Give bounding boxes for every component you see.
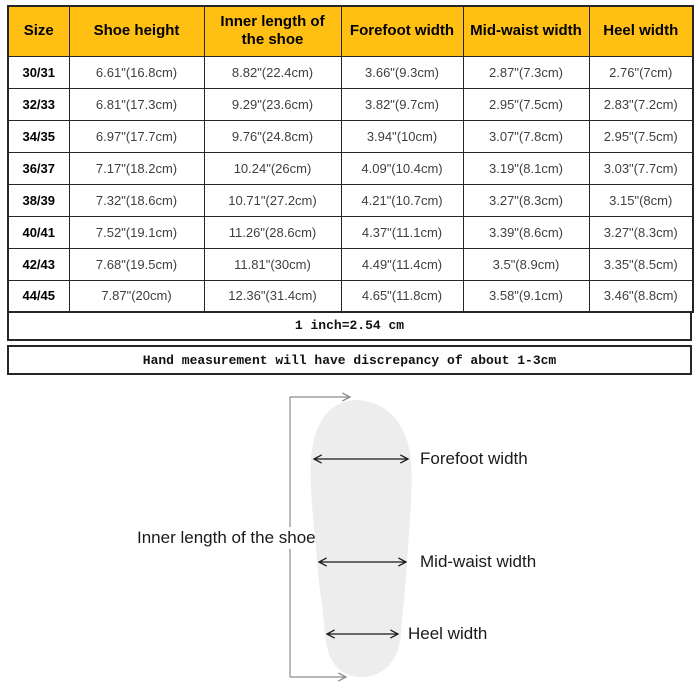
- midwaist-width-label: Mid-waist width: [420, 552, 537, 571]
- heel-width-cell: 3.35"(8.5cm): [589, 248, 693, 280]
- size-cell: 34/35: [8, 120, 69, 152]
- size-cell: 40/41: [8, 216, 69, 248]
- column-header-inner-length: Inner length of the shoe: [204, 6, 341, 56]
- inner-length-cell: 10.24"(26cm): [204, 152, 341, 184]
- forefoot-width-cell: 3.66"(9.3cm): [341, 56, 463, 88]
- size-chart-section: [7, 5, 692, 313]
- midwaist-width-cell: 3.07"(7.8cm): [463, 120, 589, 152]
- size-cell: 30/31: [8, 56, 69, 88]
- size-cell: 44/45: [8, 280, 69, 312]
- inner-length-cell: 11.26"(28.6cm): [204, 216, 341, 248]
- forefoot-width-cell: 4.21"(10.7cm): [341, 184, 463, 216]
- midwaist-width-cell: 3.58"(9.1cm): [463, 280, 589, 312]
- heel-width-cell: 3.03"(7.7cm): [589, 152, 693, 184]
- heel-width-cell: 3.15"(8cm): [589, 184, 693, 216]
- column-header-heel-width: Heel width: [589, 6, 693, 56]
- insole-measurement-diagram: [0, 389, 700, 697]
- midwaist-width-cell: 3.39"(8.6cm): [463, 216, 589, 248]
- size-cell: 32/33: [8, 88, 69, 120]
- midwaist-width-cell: 2.95"(7.5cm): [463, 88, 589, 120]
- inner-length-cell: 11.81"(30cm): [204, 248, 341, 280]
- forefoot-width-label: Forefoot width: [420, 449, 528, 468]
- diagram-canvas: [0, 389, 700, 697]
- inner-length-cell: 10.71"(27.2cm): [204, 184, 341, 216]
- forefoot-width-cell: 4.49"(11.4cm): [341, 248, 463, 280]
- table-row: [8, 184, 693, 216]
- shoe-height-cell: 6.97"(17.7cm): [69, 120, 204, 152]
- table-row: [8, 56, 693, 88]
- size-cell: 36/37: [8, 152, 69, 184]
- inner-length-cell: 9.76"(24.8cm): [204, 120, 341, 152]
- shoe-height-cell: 6.61"(16.8cm): [69, 56, 204, 88]
- heel-width-label: Heel width: [408, 624, 488, 643]
- midwaist-width-cell: 2.87"(7.3cm): [463, 56, 589, 88]
- size-cell: 38/39: [8, 184, 69, 216]
- heel-width-cell: 2.95"(7.5cm): [589, 120, 693, 152]
- shoe-height-cell: 7.17"(18.2cm): [69, 152, 204, 184]
- midwaist-width-cell: 3.5"(8.9cm): [463, 248, 589, 280]
- table-row: [8, 120, 693, 152]
- table-row: [8, 248, 693, 280]
- table-row: [8, 216, 693, 248]
- inner-length-cell: 9.29"(23.6cm): [204, 88, 341, 120]
- size-chart-table: [7, 5, 694, 313]
- column-header-forefoot-width: Forefoot width: [341, 6, 463, 56]
- forefoot-width-cell: 3.82"(9.7cm): [341, 88, 463, 120]
- shoe-height-cell: 7.87"(20cm): [69, 280, 204, 312]
- table-row: [8, 280, 693, 312]
- heel-width-cell: 3.46"(8.8cm): [589, 280, 693, 312]
- column-header-size: Size: [8, 6, 69, 56]
- forefoot-width-cell: 4.37"(11.1cm): [341, 216, 463, 248]
- heel-width-cell: 2.76"(7cm): [589, 56, 693, 88]
- size-cell: 42/43: [8, 248, 69, 280]
- inch-conversion-note: 1 inch=2.54 cm: [7, 313, 692, 341]
- shoe-height-cell: 6.81"(17.3cm): [69, 88, 204, 120]
- heel-width-cell: 3.27"(8.3cm): [589, 216, 693, 248]
- midwaist-width-cell: 3.27"(8.3cm): [463, 184, 589, 216]
- shoe-height-cell: 7.32"(18.6cm): [69, 184, 204, 216]
- inner-length-cell: 8.82"(22.4cm): [204, 56, 341, 88]
- insole-shape: [311, 400, 412, 677]
- heel-width-cell: 2.83"(7.2cm): [589, 88, 693, 120]
- shoe-height-cell: 7.68"(19.5cm): [69, 248, 204, 280]
- table-header-row: [8, 6, 693, 56]
- inner-length-label: Inner length of the shoe: [137, 528, 316, 547]
- table-row: [8, 88, 693, 120]
- inner-length-cell: 12.36"(31.4cm): [204, 280, 341, 312]
- column-header-midwaist-width: Mid-waist width: [463, 6, 589, 56]
- forefoot-width-cell: 3.94"(10cm): [341, 120, 463, 152]
- table-row: [8, 152, 693, 184]
- column-header-shoe-height: Shoe height: [69, 6, 204, 56]
- forefoot-width-cell: 4.65"(11.8cm): [341, 280, 463, 312]
- midwaist-width-cell: 3.19"(8.1cm): [463, 152, 589, 184]
- forefoot-width-cell: 4.09"(10.4cm): [341, 152, 463, 184]
- measurement-disclaimer-note: Hand measurement will have discrepancy of about 1-3cm: [7, 345, 692, 375]
- shoe-height-cell: 7.52"(19.1cm): [69, 216, 204, 248]
